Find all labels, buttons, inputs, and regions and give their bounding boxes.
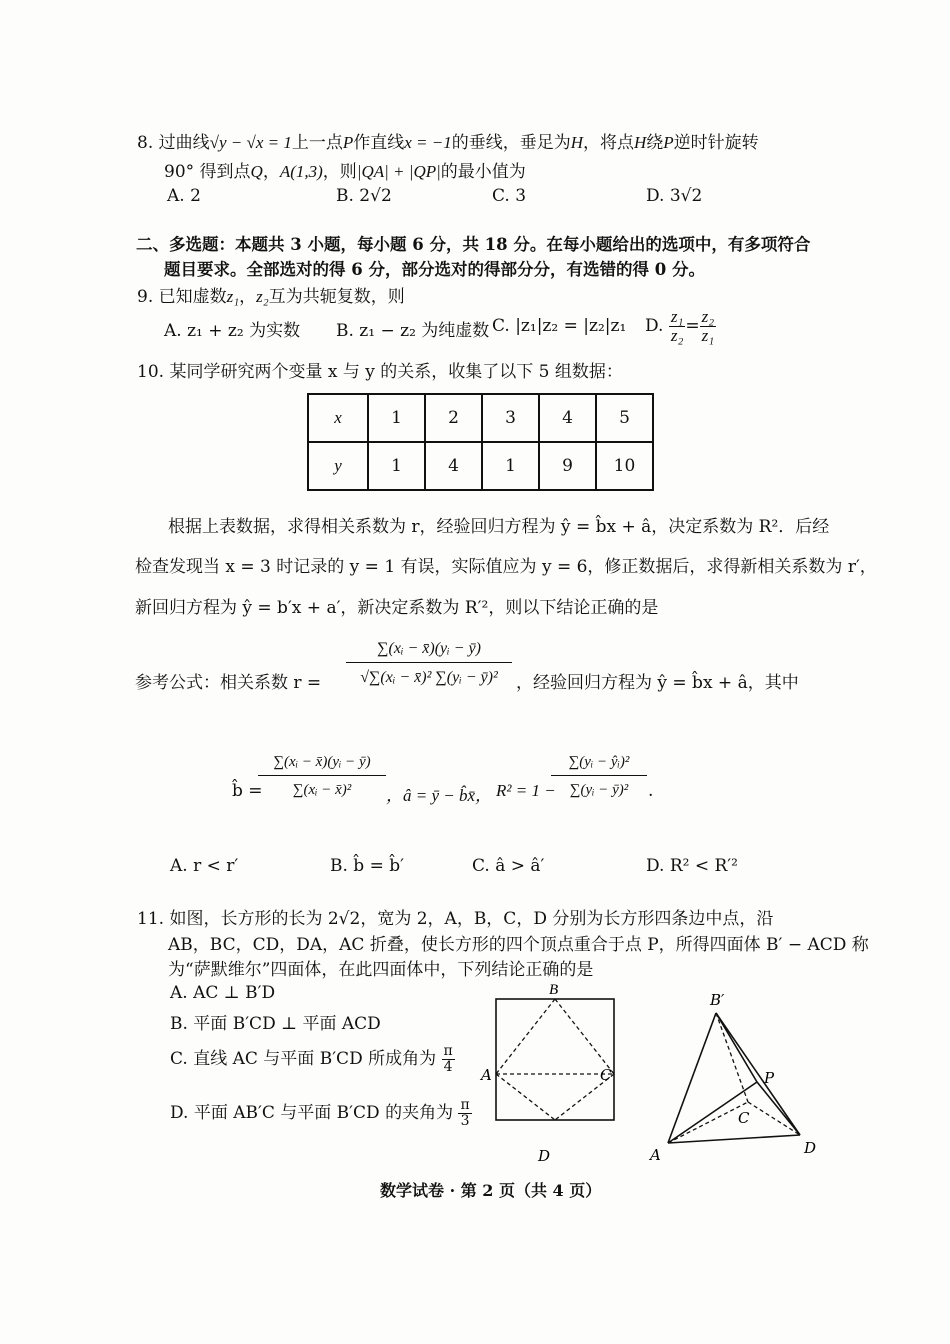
q8-text: 过曲线 bbox=[158, 133, 210, 153]
table-cell: 4 bbox=[425, 442, 482, 490]
q10-R2-denominator: ∑(yᵢ − ȳ)² bbox=[569, 782, 629, 798]
q11-option-c bbox=[170, 1044, 455, 1075]
q11-text: 如图，长方形的长为 2√2，宽为 2，A，B，C，D 分别为长方形四条边中点，沿 bbox=[169, 909, 774, 929]
tetra-hidden-edges bbox=[668, 1013, 800, 1143]
q9-stem bbox=[137, 282, 405, 307]
page-footer: 数学试卷 · 第 2 页（共 4 页） bbox=[380, 1181, 602, 1200]
fig1-label-a: A bbox=[481, 1066, 492, 1084]
q8-line-eq: x = −1 bbox=[404, 133, 452, 152]
q9-text: ， bbox=[239, 287, 257, 307]
frac-num: z₂ bbox=[701, 307, 715, 326]
q10-intro: 某同学研究两个变量 x 与 y 的关系，收集了以下 5 组数据： bbox=[169, 362, 623, 382]
q9-option-c: C. |z₁|z₂ = |z₂|z₁ bbox=[492, 316, 627, 336]
frac-num: π bbox=[443, 1043, 453, 1060]
q8-text: 上一点 bbox=[291, 133, 343, 153]
q8-option-b: B. 2√2 bbox=[336, 186, 392, 206]
q10-R2-label: R² = 1 − bbox=[496, 781, 556, 800]
q8-option-c: C. 3 bbox=[492, 186, 527, 206]
q8-text: 逆时针旋转 bbox=[673, 133, 759, 153]
q10-number: 10. bbox=[137, 362, 165, 382]
frac-den: 4 bbox=[443, 1059, 453, 1075]
table-cell: 10 bbox=[596, 442, 653, 490]
q9-z1: z₁ bbox=[226, 287, 240, 306]
q10-stem bbox=[137, 357, 623, 382]
q9-option-d bbox=[645, 308, 716, 345]
fig2-label-d: D bbox=[804, 1139, 817, 1157]
q11-option-d bbox=[170, 1098, 472, 1129]
q10-b-numerator: ∑(xᵢ − x̄)(yᵢ − ȳ) bbox=[258, 754, 386, 776]
q10-option-b: B. b̂ = b̂′ bbox=[330, 856, 404, 876]
q8-line2: 90° 得到点Q，A(1,3)，则|QA| + |QP|的最小值为 bbox=[164, 162, 526, 182]
q8-text: 的最小值为 bbox=[440, 162, 526, 182]
q8-point-p: P bbox=[663, 133, 674, 152]
table-cell: 3 bbox=[482, 394, 539, 442]
fig2-label-a: A bbox=[650, 1146, 661, 1164]
section2-line2: 题目要求。全部选对的得 6 分，部分选对的得部分分，有选错的得 0 分。 bbox=[164, 260, 705, 279]
table-cell: 4 bbox=[539, 394, 596, 442]
fig1-label-c: C bbox=[600, 1066, 612, 1084]
q8-option-d: D. 3√2 bbox=[646, 186, 703, 206]
fig1-label-d: D bbox=[538, 1147, 551, 1165]
q10-r-numerator: ∑(xᵢ − x̄)(yᵢ − ȳ) bbox=[346, 640, 512, 663]
frac-num: z₁ bbox=[670, 307, 684, 326]
q10-ref-label: 参考公式：相关系数 r = bbox=[135, 673, 322, 693]
q8-point-h: H bbox=[570, 133, 584, 152]
q8-curve-eq: √y − √x = 1 bbox=[209, 133, 292, 152]
q11-option-b: B. 平面 B′CD ⊥ 平面 ACD bbox=[170, 1014, 381, 1034]
q8-point-h: H bbox=[634, 133, 647, 152]
q10-r-denominator: √∑(xᵢ − x̄)² ∑(yᵢ − ȳ)² bbox=[360, 669, 498, 686]
table-row-x bbox=[308, 394, 653, 442]
q8-point-q: Q bbox=[250, 162, 263, 181]
q8-number: 8. bbox=[137, 133, 154, 153]
q9-option-a: A. z₁ + z₂ 为实数 bbox=[164, 321, 301, 341]
q10-option-c: C. â > â′ bbox=[472, 856, 545, 876]
q10-para3: 新回归方程为 ŷ = b′x + a′，新决定系数为 R′²，则以下结论正确的是 bbox=[135, 598, 659, 618]
table-cell: 1 bbox=[368, 394, 425, 442]
table-header-y: y bbox=[308, 442, 368, 490]
table-cell: 1 bbox=[482, 442, 539, 490]
q9-z2: z₂ bbox=[256, 287, 269, 306]
q10-ref-tail: ，经验回归方程为 ŷ = b̂x + â，其中 bbox=[516, 673, 799, 693]
q8-text: 90° 得到点 bbox=[164, 162, 251, 182]
fig2-label-p: P bbox=[764, 1069, 775, 1087]
q9-text: 互为共轭复数，则 bbox=[268, 287, 405, 307]
q9-number: 9. bbox=[137, 287, 154, 307]
q10-data-table bbox=[307, 393, 654, 491]
q11-tetrahedron-figure bbox=[640, 985, 830, 1170]
q10-para2: 检查发现当 x = 3 时记录的 y = 1 有误，实际值应为 y = 6，修正数据后，求得新相关系数为 r′， bbox=[135, 557, 877, 577]
q10-para1: 根据上表数据，求得相关系数为 r，经验回归方程为 ŷ = b̂x + â，决定系数为 R²．后经 bbox=[168, 517, 830, 537]
q11-option-c-text: C. 直线 AC 与平面 B′CD 所成角为 bbox=[170, 1049, 437, 1069]
q11-option-c-frac bbox=[442, 1044, 455, 1074]
q11-rectangle-figure bbox=[476, 978, 626, 1168]
fig1-label-b: B bbox=[549, 982, 559, 998]
fig2-label-c: C bbox=[738, 1109, 750, 1127]
q10-b-fraction bbox=[258, 754, 386, 799]
q11-option-a: A. AC ⊥ B′D bbox=[170, 983, 276, 1003]
q8-expression: |QA| + |QP| bbox=[356, 162, 441, 181]
section2-line1: 二、多选题：本题共 3 小题，每小题 6 分，共 18 分。在每小题给出的选项中，有多项符合 bbox=[136, 235, 811, 254]
q11-number: 11. bbox=[137, 909, 165, 929]
q8-line1 bbox=[137, 128, 759, 153]
fig2-label-b: B′ bbox=[710, 991, 725, 1009]
rect-outline bbox=[496, 999, 614, 1120]
q8-text: 的垂线，垂足为 bbox=[451, 133, 571, 153]
q11-line1 bbox=[137, 904, 773, 929]
table-cell: 9 bbox=[539, 442, 596, 490]
q11-option-d-text: D. 平面 AB′C 与平面 B′CD 的夹角为 bbox=[170, 1103, 454, 1123]
table-cell: 2 bbox=[425, 394, 482, 442]
q10-option-d: D. R² < R′² bbox=[646, 856, 738, 876]
q9-option-b: B. z₁ − z₂ 为纯虚数 bbox=[336, 321, 490, 341]
q8-point-a: A(1,3) bbox=[279, 162, 323, 181]
q9-text: 已知虚数 bbox=[158, 287, 227, 307]
q10-a-formula: ，â = ȳ − b̂x̄， bbox=[386, 786, 493, 805]
frac-den: 3 bbox=[460, 1113, 470, 1129]
q8-option-a: A. 2 bbox=[167, 186, 201, 206]
q8-text: ，则 bbox=[322, 162, 357, 182]
q9-frac-1 bbox=[669, 308, 686, 345]
q9-frac-2 bbox=[700, 308, 717, 345]
frac-den: z₂ bbox=[670, 325, 684, 345]
q8-text: 作直线 bbox=[353, 133, 405, 153]
frac-num: π bbox=[460, 1097, 470, 1114]
q11-option-d-frac bbox=[458, 1098, 471, 1128]
tetra-solid-edges bbox=[668, 1013, 800, 1143]
q8-point-p: P bbox=[342, 133, 354, 152]
q11-line2: AB，BC，CD，DA，AC 折叠，使长方形的四个顶点重合于点 P，所得四面体 B′ − ACD 称 bbox=[168, 935, 869, 955]
table-cell: 5 bbox=[596, 394, 653, 442]
q10-R2-fraction bbox=[551, 754, 647, 799]
q10-R2-numerator: ∑(yᵢ − ŷᵢ)² bbox=[551, 754, 647, 776]
q8-text: 绕 bbox=[646, 133, 664, 153]
fold-lines bbox=[496, 999, 614, 1120]
table-cell: 1 bbox=[368, 442, 425, 490]
q10-R2-end: . bbox=[648, 781, 654, 801]
q10-b-denominator: ∑(xᵢ − x̄)² bbox=[292, 782, 352, 798]
q10-b-label: b̂ = bbox=[232, 781, 263, 801]
table-header-x: x bbox=[308, 394, 368, 442]
q11-line3: 为“萨默维尔”四面体，在此四面体中，下列结论正确的是 bbox=[168, 960, 594, 980]
q9-eq: = bbox=[685, 315, 700, 336]
q8-text: ，将点 bbox=[583, 133, 635, 153]
q9-option-d-label: D. bbox=[645, 315, 664, 336]
frac-den: z₁ bbox=[701, 325, 715, 345]
q10-r-fraction bbox=[346, 640, 512, 687]
q10-option-a: A. r < r′ bbox=[170, 856, 239, 876]
table-row-y bbox=[308, 442, 653, 490]
